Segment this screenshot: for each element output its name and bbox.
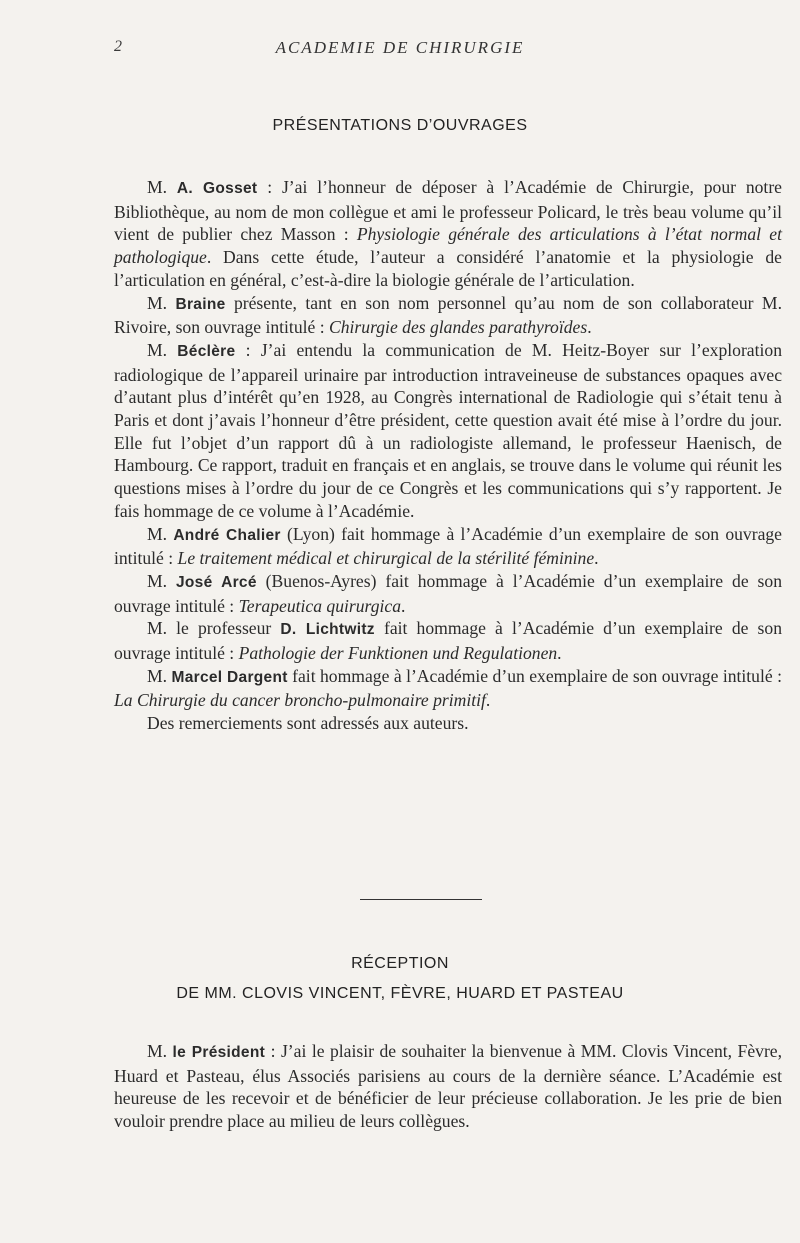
section-heading-reception: RÉCEPTION xyxy=(351,955,449,972)
book-title: Le traitement médical et chirurgical de la stérilité féminine xyxy=(177,548,595,569)
speaker-name: D. Lichtwitz xyxy=(280,621,375,639)
speaker-name: A. Gosset xyxy=(176,180,258,197)
paragraph-braine: M. Braine présente, tant en son nom personnel qu’au nom de son collaborateur M. Rivoire, son ouvrage intitulé : Chirurgie des glandes parathyroïdes. xyxy=(114,292,782,338)
section-divider xyxy=(360,899,482,900)
section-subheading-reception: DE MM. CLOVIS VINCENT, FÈVRE, HUARD ET PASTEAU xyxy=(176,985,624,1002)
paragraph-gosset: M. A. Gosset : J’ai l’honneur de déposer à l’Académie de Chirurgie, pour notre Bibliothèque, au nom de mon collègue et ami le professeur Policard, le très beau volume qu’il vient de publier chez Masson : Physiologie générale des articulations à l’état normal et pathologique. Dans cette étude, l’auteur a considéré l’anatomie et la physiologie de l’articulation en général, c’est-à-dire la biologie générale de l’articulation. xyxy=(114,177,782,290)
speaker-name: Béclère xyxy=(177,342,236,360)
running-header: ACADEMIE DE CHIRURGIE xyxy=(275,38,525,57)
book-title: Pathologie der Funktionen und Regulationen xyxy=(238,643,558,664)
page-number: 2 xyxy=(114,38,122,55)
speaker-name: André Chalier xyxy=(173,526,281,544)
paragraph-lichtwitz: M. le professeur D. Lichtwitz fait hommage à l’Académie d’un exemplaire de son ouvrage intitulé : Pathologie der Funktionen und Regulationen. xyxy=(114,618,782,664)
speaker-name: José Arcé xyxy=(175,573,257,591)
paragraph-dargent: M. Marcel Dargent fait hommage à l’Académie d’un exemplaire de son ouvrage intitulé : La Chirurgie du cancer broncho-pulmonaire primitif. xyxy=(114,665,782,711)
paragraph-president: M. le Président : J’ai le plaisir de souhaiter la bienvenue à MM. Clovis Vincent, Fèvre, Huard et Pasteau, élus Associés parisiens au cours de la dernière séance. L’Académie est heureuse de les recevoir et de bénéficier de leur précieuse collaboration. Je les prie de bien vouloir prendre place au milieu de leurs collègues. xyxy=(114,1041,783,1132)
reception-body xyxy=(114,1040,782,1133)
speaker-name: Braine xyxy=(175,295,226,313)
paragraph-arce: M. José Arcé (Buenos-Ayres) fait hommage à l’Académie d’un exemplaire de son ouvrage intitulé : Terapeutica quirurgica. xyxy=(114,570,782,616)
section-heading-presentations: PRÉSENTATIONS D’OUVRAGES xyxy=(272,117,528,134)
book-title: Chirurgie des glandes parathyroïdes xyxy=(329,317,588,338)
book-title: La Chirurgie du cancer broncho-pulmonaire primitif xyxy=(114,690,486,711)
presentations-body xyxy=(114,176,782,735)
paragraph-chalier: M. André Chalier (Lyon) fait hommage à l’Académie d’un exemplaire de son ouvrage intitulé : Le traitement médical et chirurgical de la stérilité féminine. xyxy=(114,523,782,569)
book-title: Physiologie générale des articulations à l’état normal et pathologique xyxy=(114,224,782,268)
book-title: Terapeutica quirurgica xyxy=(238,595,402,616)
paragraph-beclere: M. Béclère : J’ai entendu la communication de M. Heitz-Boyer sur l’exploration radiologique de l’appareil urinaire par introduction intraveineuse de substances opaques avec d’autant plus d’intérêt qu’en 1928, au Congrès international de Radiologie qui s’était tenu à Paris et dont j’avais l’honneur d’être président, cette question avait été mise à l’ordre du jour. Elle fut l’objet d’un rapport dû à un radiologiste allemand, le professeur Haenisch, de Hambourg. Ce rapport, traduit en français et en anglais, se trouve dans le volume qui réunit les questions mises à l’ordre du jour de ce Congrès et les communications qui s’y rapportent. Je fais hommage de ce volume à l’Académie. xyxy=(114,339,782,521)
paragraph-thanks: Des remerciements sont adressés aux auteurs. xyxy=(147,713,469,734)
speaker-name: Marcel Dargent xyxy=(171,668,288,686)
speaker-name: le Président xyxy=(172,1044,266,1061)
